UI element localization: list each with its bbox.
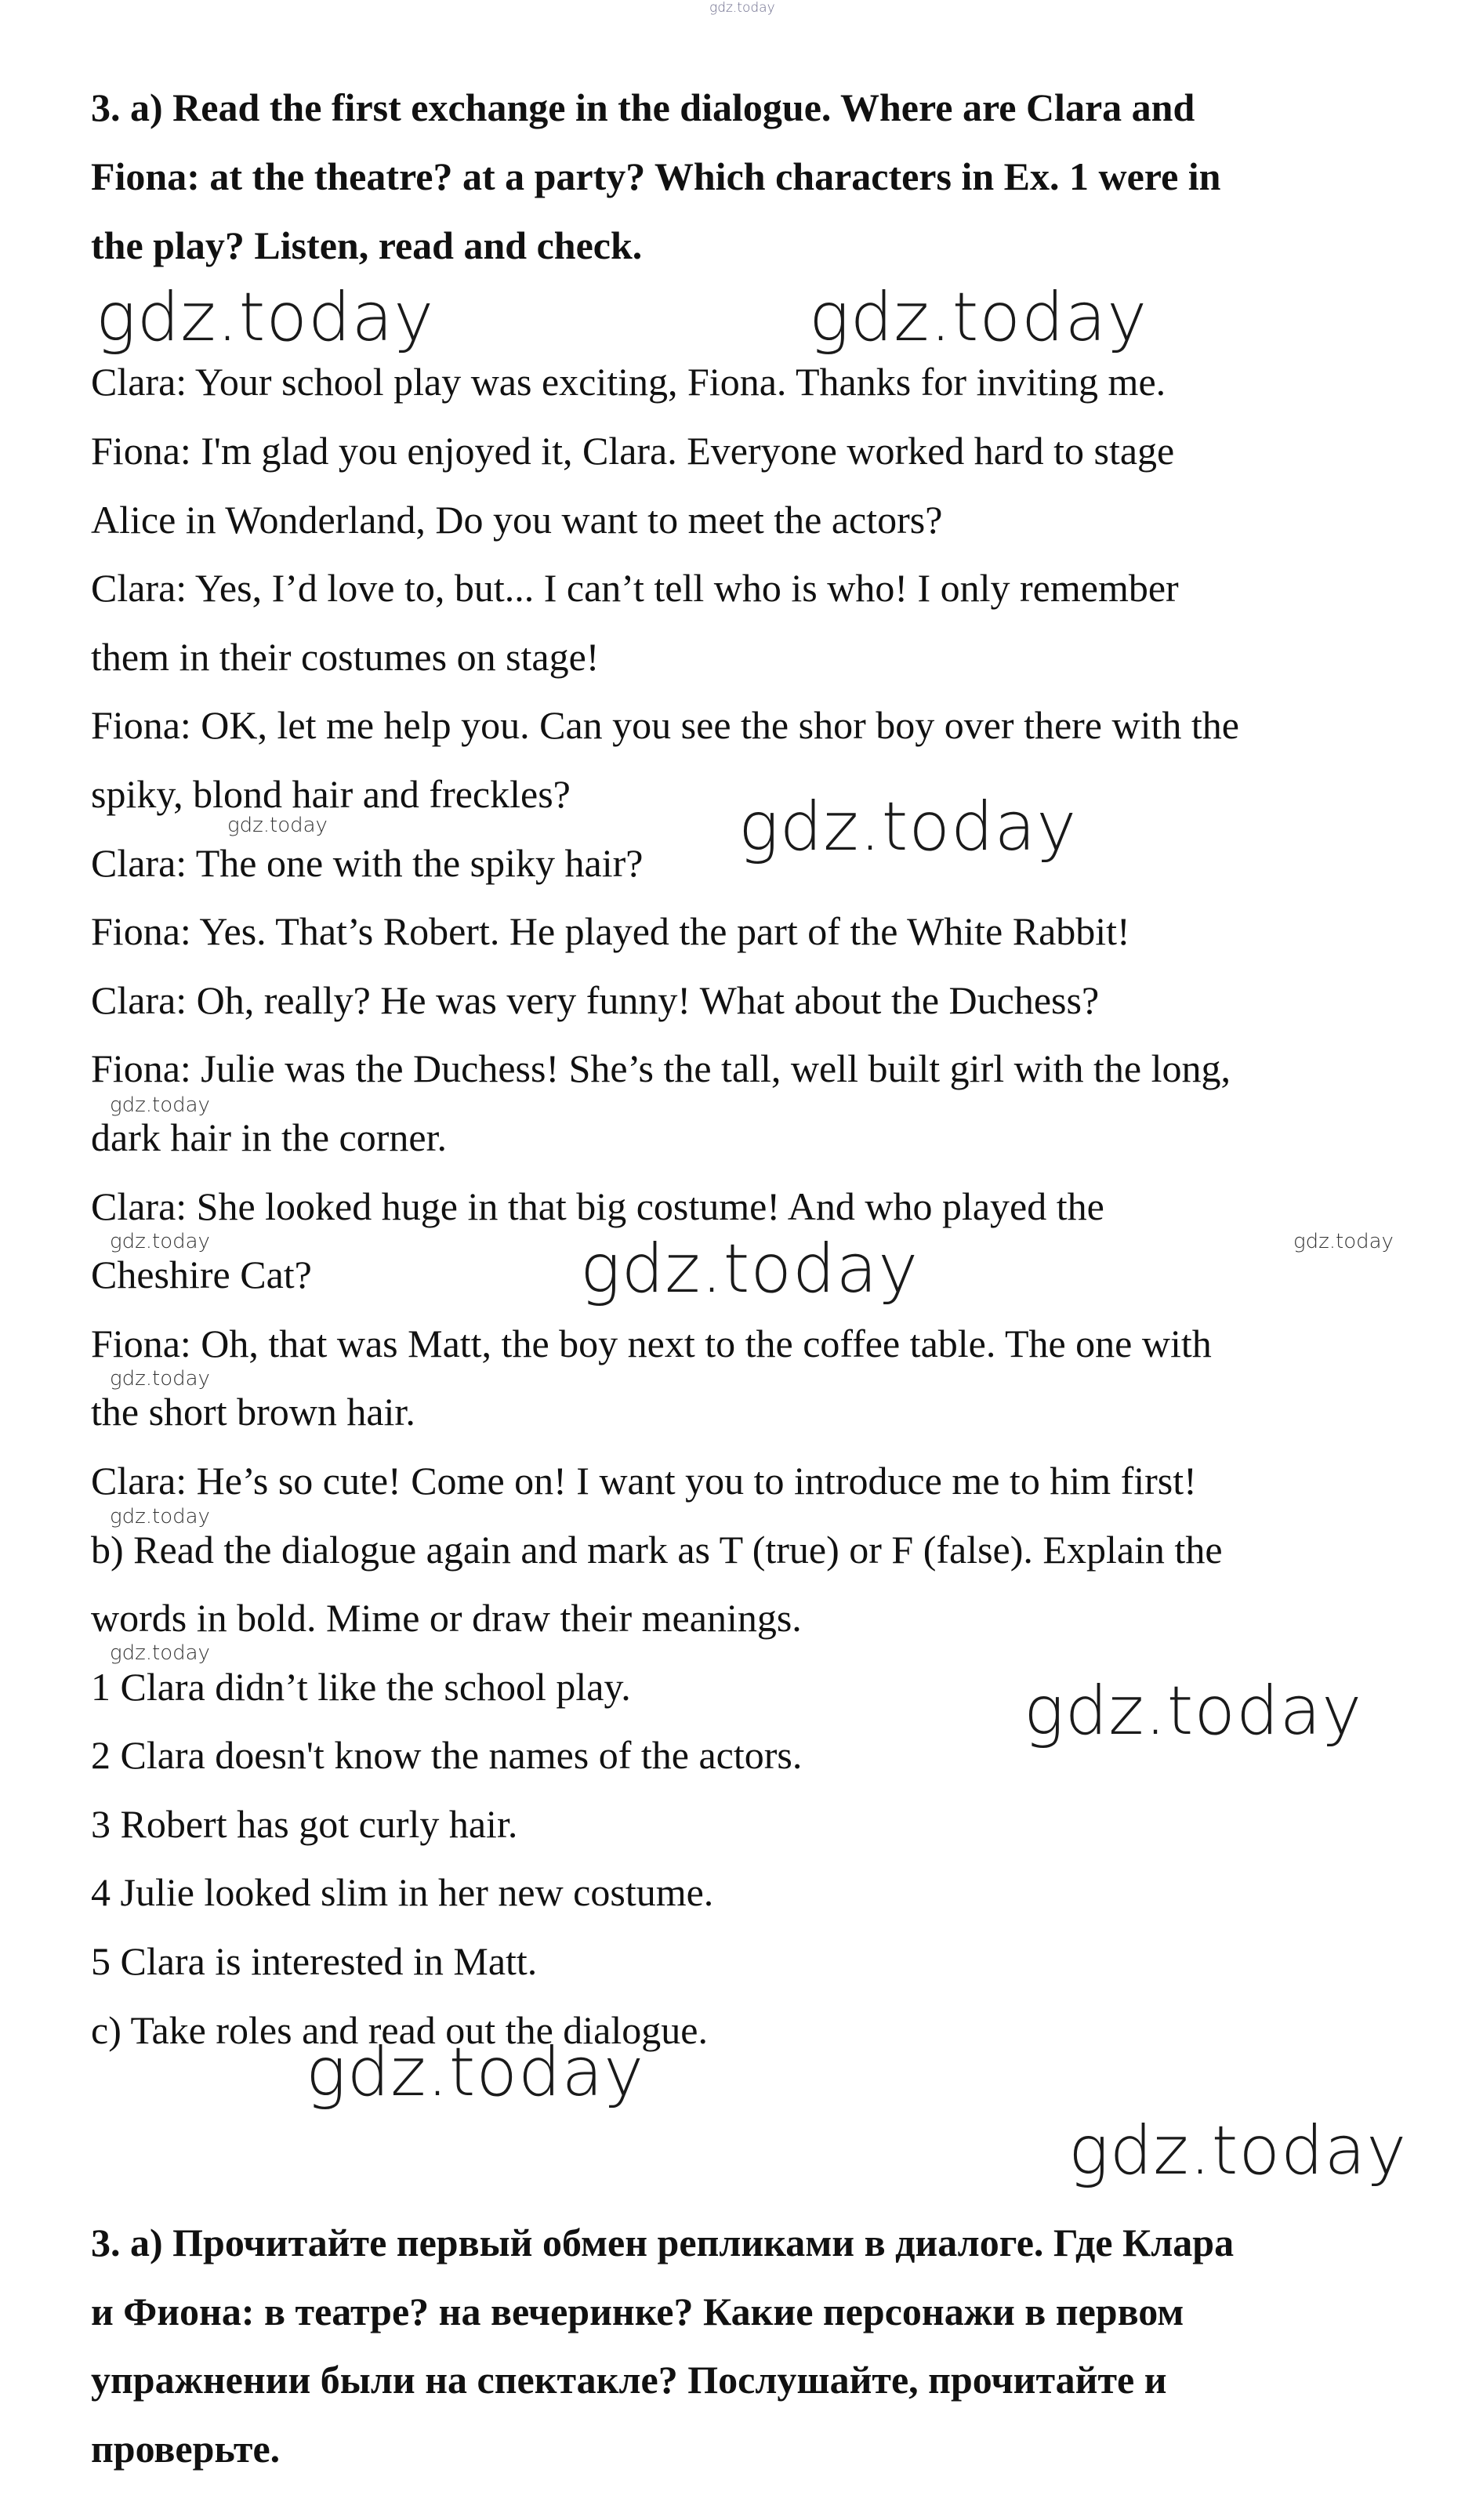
- watermark-large: gdz.today: [96, 278, 435, 357]
- watermark-small: gdz.today: [110, 1367, 210, 1391]
- dialogue-line-14: Cheshire Cat?: [91, 1253, 312, 1296]
- translation-heading-line-4: проверьте.: [91, 2427, 281, 2471]
- dialogue-line-4: Clara: Yes, I’d love to, but... I can’t tell who is who! I only remember: [91, 566, 1179, 610]
- dialogue-line-12: dark hair in the corner.: [91, 1115, 447, 1159]
- statement-4: 4 Julie looked slim in her new costume.: [91, 1870, 714, 1914]
- task-heading-line-1: 3. a) Read the first exchange in the dialogue. Where are Clara and: [91, 85, 1195, 129]
- watermark-small: gdz.today: [110, 1505, 210, 1528]
- dialogue-line-7: spiky, blond hair and freckles?: [91, 772, 571, 816]
- statement-5: 5 Clara is interested in Matt.: [91, 1939, 538, 1983]
- dialogue-line-5: them in their costumes on stage!: [91, 635, 600, 679]
- dialogue-line-17: Clara: He’s so cute! Come on! I want you to introduce me to him first!: [91, 1459, 1197, 1503]
- header-watermark: gdz.today: [709, 0, 775, 16]
- task-heading-line-3: the play? Listen, read and check.: [91, 223, 643, 267]
- watermark-large: gdz.today: [738, 788, 1078, 866]
- watermark-small: gdz.today: [1293, 1230, 1394, 1253]
- task-b-line-2: words in bold. Mime or draw their meanings.: [91, 1596, 802, 1640]
- dialogue-line-10: Clara: Oh, really? He was very funny! What about the Duchess?: [91, 978, 1100, 1022]
- statement-2: 2 Clara doesn't know the names of the actors.: [91, 1733, 803, 1777]
- dialogue-line-9: Fiona: Yes. That’s Robert. He played the part of the White Rabbit!: [91, 909, 1130, 953]
- task-c: c) Take roles and read out the dialogue.: [91, 2008, 708, 2052]
- watermark-small: gdz.today: [110, 1641, 210, 1665]
- task-heading-line-2: Fiona: at the theatre? at a party? Which characters in Ex. 1 were in: [91, 154, 1221, 198]
- dialogue-line-8: Clara: The one with the spiky hair?: [91, 841, 644, 885]
- dialogue-line-2: Fiona: I'm glad you enjoyed it, Clara. Everyone worked hard to stage: [91, 429, 1175, 473]
- task-b-line-1: b) Read the dialogue again and mark as T (true) or F (false). Explain the: [91, 1528, 1223, 1572]
- watermark-small: gdz.today: [227, 814, 328, 837]
- dialogue-line-16: the short brown hair.: [91, 1390, 415, 1434]
- dialogue-line-15: Fiona: Oh, that was Matt, the boy next to the coffee table. The one with: [91, 1322, 1212, 1365]
- watermark-small: gdz.today: [110, 1230, 210, 1253]
- dialogue-line-1: Clara: Your school play was exciting, Fiona. Thanks for inviting me.: [91, 360, 1166, 404]
- watermark-large: gdz.today: [809, 278, 1148, 357]
- translation-heading-line-2: и Фиона: в театре? на вечеринке? Какие персонажи в первом: [91, 2290, 1184, 2333]
- watermark-large: gdz.today: [1024, 1672, 1363, 1750]
- statement-3: 3 Robert has got curly hair.: [91, 1802, 518, 1846]
- watermark-large: gdz.today: [1068, 2112, 1408, 2190]
- translation-heading-line-1: 3. а) Прочитайте первый обмен репликами в диалоге. Где Клара: [91, 2221, 1235, 2264]
- translation-heading-line-3: упражнении были на спектакле? Послушайте, прочитайте и: [91, 2358, 1167, 2402]
- watermark-large: gdz.today: [306, 2033, 645, 2112]
- dialogue-line-3: Alice in Wonderland, Do you want to meet the actors?: [91, 498, 943, 542]
- dialogue-line-6: Fiona: OK, let me help you. Can you see the shor boy over there with the: [91, 703, 1239, 747]
- watermark-small: gdz.today: [110, 1093, 210, 1117]
- dialogue-line-13: Clara: She looked huge in that big costume! And who played the: [91, 1184, 1104, 1228]
- statement-1: 1 Clara didn’t like the school play.: [91, 1665, 631, 1709]
- dialogue-line-11: Fiona: Julie was the Duchess! She’s the tall, well built girl with the long,: [91, 1046, 1231, 1090]
- watermark-large: gdz.today: [580, 1230, 919, 1308]
